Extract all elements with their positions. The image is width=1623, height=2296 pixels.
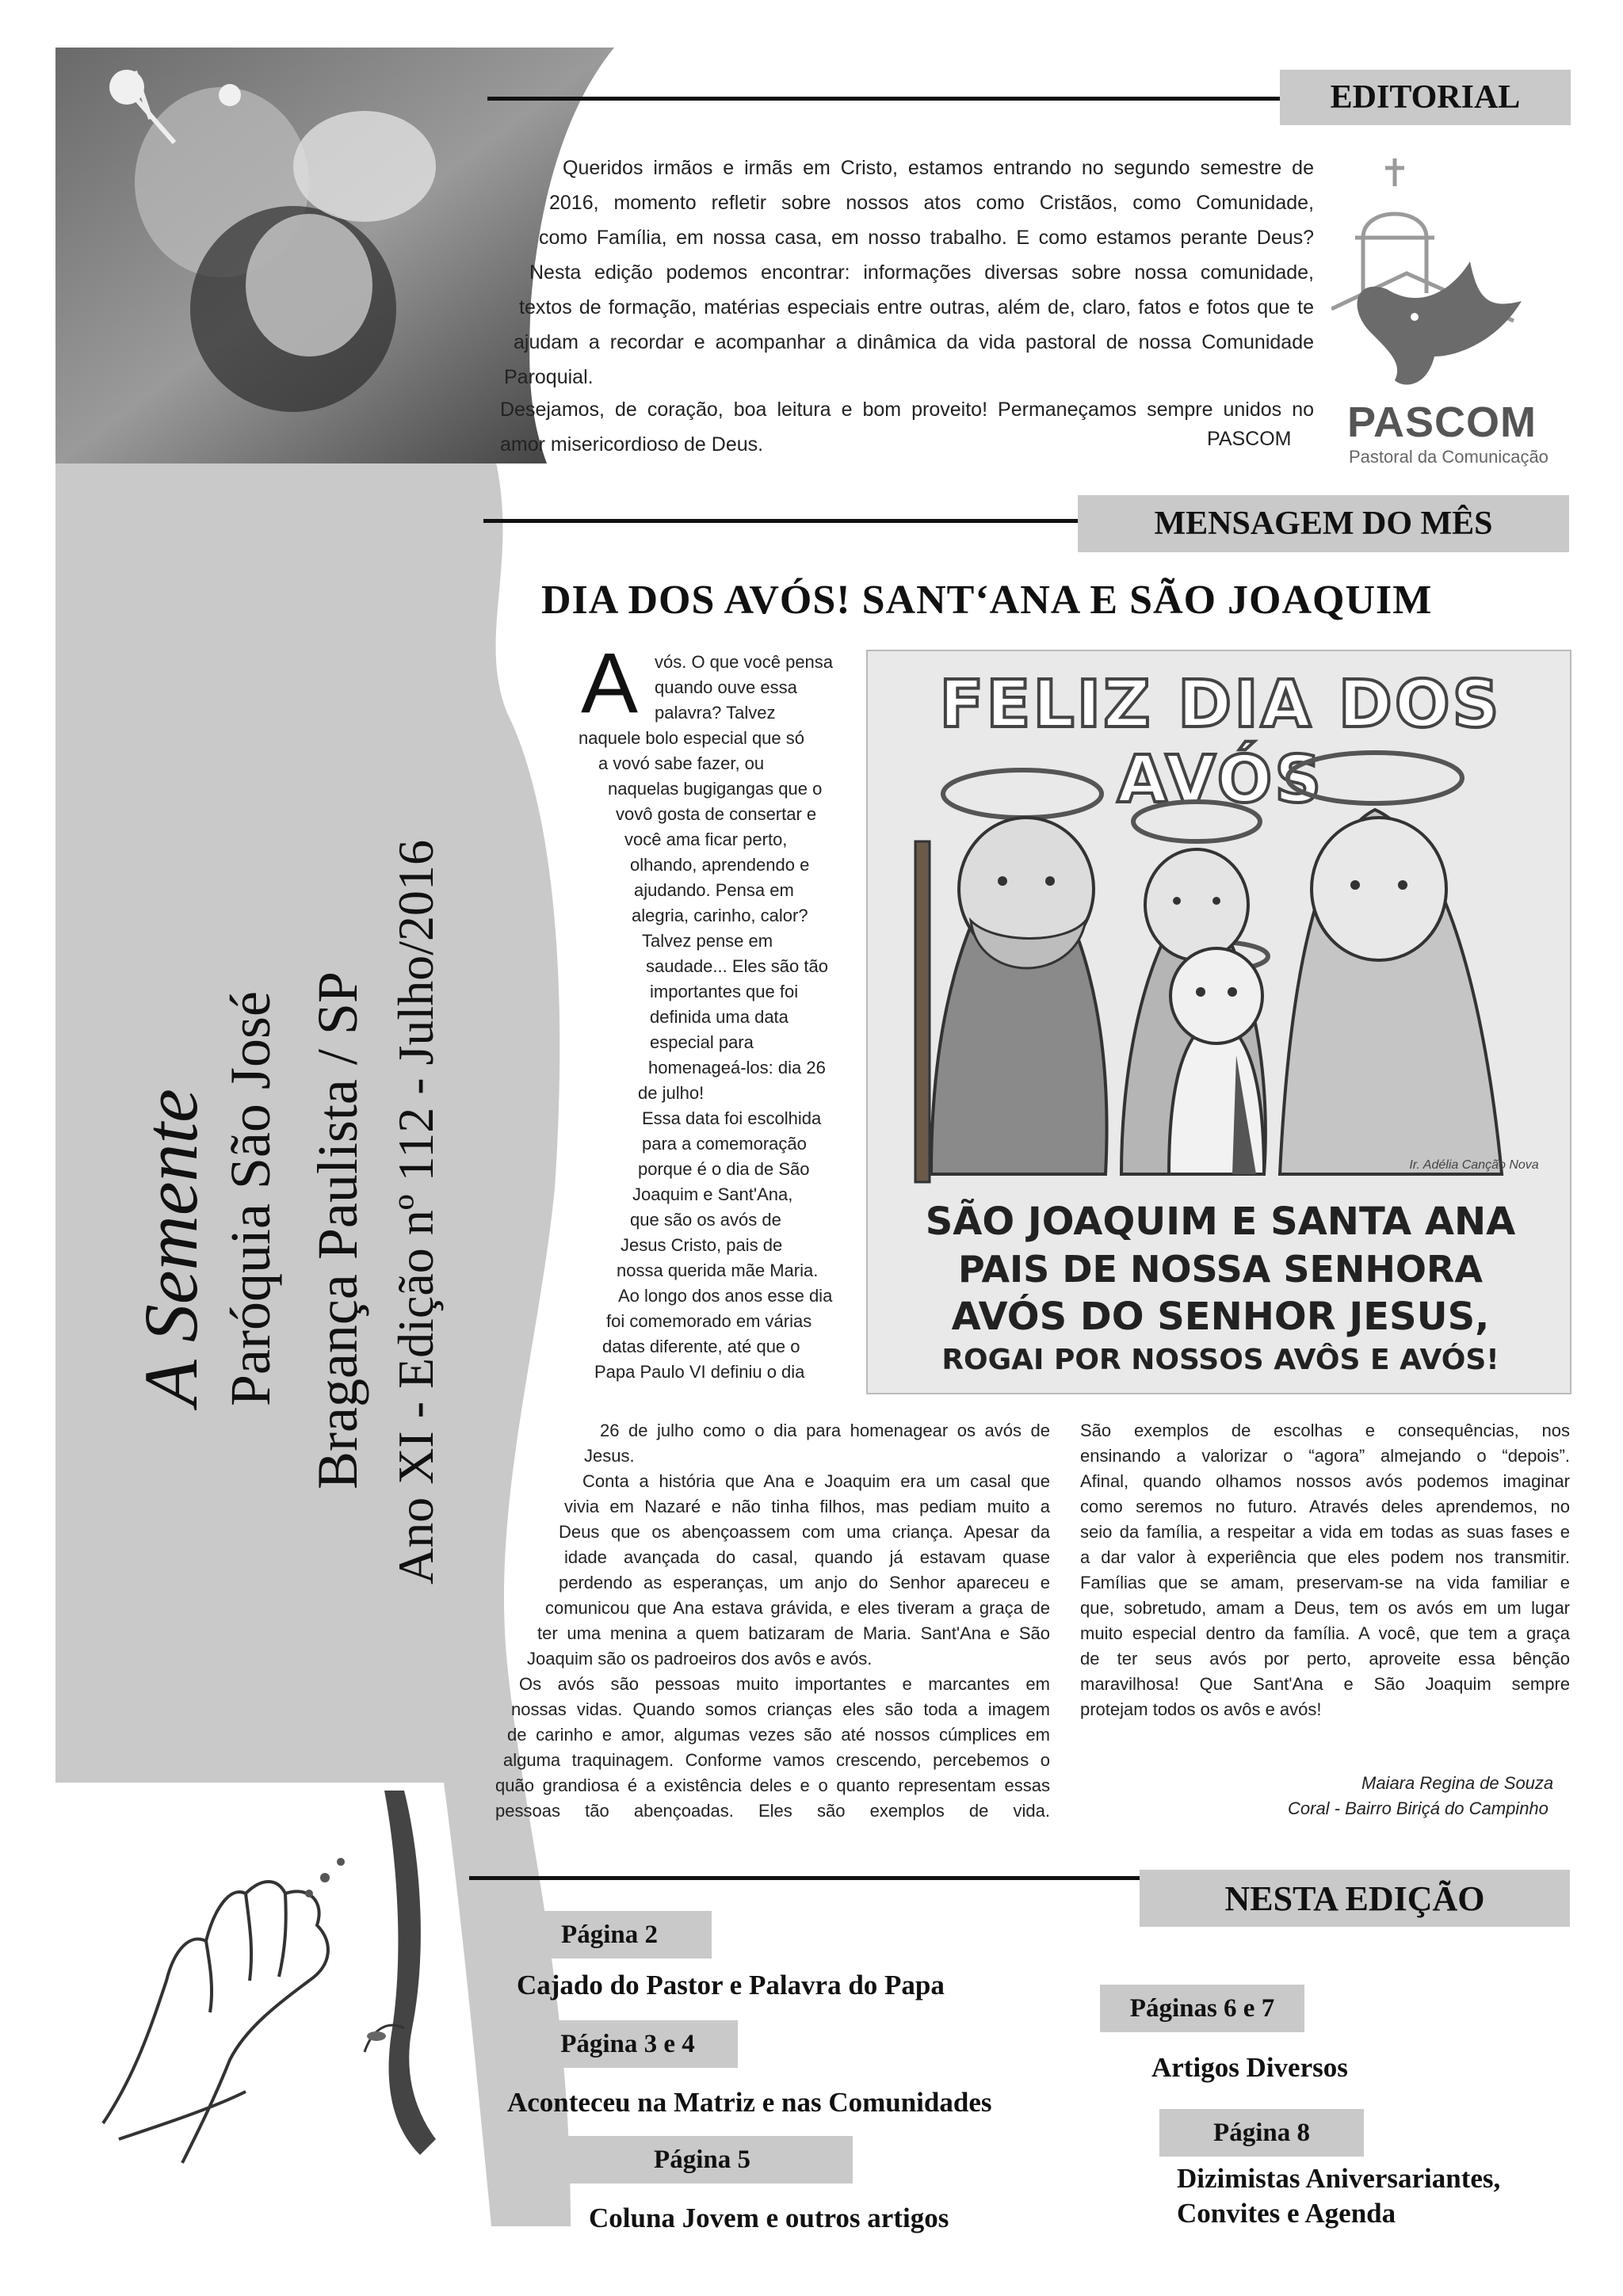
article-line: Papa Paulo VI definiu o dia (594, 1362, 805, 1382)
article-line: protejam todos os avôs e avós! (1080, 1699, 1322, 1719)
article-line: porque é o dia de São (638, 1159, 810, 1179)
article-line: Conta a história que Ana e Joaquim era um casal que (582, 1471, 1050, 1491)
article-line: de julho! (638, 1083, 705, 1103)
article-line: palavra? Talvez (655, 703, 776, 723)
editorial-rule (487, 97, 1280, 101)
masthead-edition: Ano XI - Edição nº 112 - Julho/2016 (388, 840, 444, 1585)
illustration-caption (884, 1198, 1557, 1380)
page-tab-6-7: Páginas 6 e 7 (1100, 1985, 1304, 2032)
article-line: saudade... Eles são tão (646, 956, 828, 976)
article-line: Joaquim e Sant'Ana, (632, 1184, 793, 1204)
article-line: quando ouve essa (655, 677, 797, 697)
article-author: Maiara Regina de Souza (1361, 1773, 1554, 1793)
article-line: que são os avós de (630, 1210, 781, 1230)
article-line: Deus que os abençoassem com uma criança. Apesar da (559, 1522, 1050, 1542)
article-line: você ama ficar perto, (624, 830, 788, 849)
page-tab-3-4: Página 3 e 4 (517, 2020, 738, 2068)
page-desc-8-line-1: Dizimistas Aniversariantes, (1177, 2163, 1501, 2194)
article-line: para a comemoração (642, 1134, 807, 1154)
illustration-top-text: FELIZ DIA DOS AVÓS (939, 667, 1502, 818)
article-line: ensinando a valorizar o “agora” almejando o “depois”. (1080, 1446, 1570, 1466)
article-line: vós. O que você pensa (655, 652, 834, 672)
editorial-tab: EDITORIAL (1280, 70, 1571, 125)
page-tab-8: Página 8 (1159, 2109, 1364, 2157)
article-line: alguma traquinagem. Conforme vamos crescendo, percebemos o (503, 1750, 1050, 1770)
pascom-logo-icon (1331, 151, 1569, 412)
article-line: Famílias que se amam, preservam-se na vida familiar e (1080, 1573, 1570, 1592)
page-tab-5: Página 5 (552, 2136, 853, 2183)
editorial-line: Queridos irmãos e irmãs em Cristo, estamos entrando no segundo semestre de (563, 157, 1314, 179)
page-desc-5: Coluna Jovem e outros artigos (589, 2203, 949, 2233)
article-line: foi comemorado em várias (606, 1311, 812, 1331)
caption-line-3: AVÓS DO SENHOR JESUS, (951, 1295, 1490, 1339)
saints-figures-image (884, 746, 1557, 1190)
article-line: ajudando. Pensa em (634, 880, 794, 900)
article-line: vivia em Nazaré e não tinha filhos, mas pediam muito a (564, 1497, 1050, 1516)
editorial-line: ajudam a recordar e acompanhar a dinâmica da vida pastoral de nossa Comunidade (514, 331, 1314, 353)
article-line: alegria, carinho, calor? (632, 906, 808, 925)
mensagem-tab: MENSAGEM DO MÊS (1078, 495, 1569, 552)
article-line: perdendo as esperanças, um anjo do Senhor apareceu e (559, 1573, 1050, 1592)
page-desc-8-line-2: Convites e Agenda (1177, 2198, 1396, 2229)
article-line: a vovó sabe fazer, ou (598, 753, 765, 773)
article-line: 26 de julho como o dia para homenagear os avós de (600, 1421, 1050, 1440)
article-line: ter uma menina a quem batizaram de Maria. Sant'Ana e São (537, 1623, 1050, 1643)
article-line: definida uma data (650, 1007, 789, 1027)
page-desc-3-4: Aconteceu na Matriz e nas Comunidades (507, 2087, 992, 2118)
article-line: Ao longo dos anos esse dia (618, 1286, 833, 1306)
article-line: olhando, aprendendo e (630, 855, 810, 875)
caption-line-1: SÃO JOAQUIM E SANTA ANA (925, 1199, 1516, 1244)
sowing-hand-illustration (71, 1791, 468, 2171)
article-line: nossas vidas. Quando somos crianças eles são toda a imagem (511, 1699, 1050, 1719)
illustration-signature: Ir. Adélia Canção Nova (1409, 1158, 1539, 1172)
article-line: muito especial dentro da família. A você, que tem a graça (1080, 1623, 1570, 1643)
article-line: Essa data foi escolhida (642, 1108, 822, 1128)
article-headline: DIA DOS AVÓS! SANT‘ANA E SÃO JOAQUIM (541, 578, 1433, 623)
article-line: que, sobretudo, amam a Deus, tem os avós em um lugar (1080, 1598, 1570, 1618)
nesta-edicao-rule (469, 1876, 1140, 1880)
nesta-edicao-tab: NESTA EDIÇÃO (1140, 1870, 1570, 1927)
article-line: Afinal, quando olhamos nossos avós podemos imaginar (1080, 1471, 1570, 1491)
editorial-line: como Família, em nossa casa, em nosso trabalho. E como estamos perante Deus? (539, 227, 1314, 249)
pascom-logo-subtitle: Pastoral da Comunicação (1349, 447, 1549, 467)
article-line: como seremos no futuro. Através deles aprendemos, no (1080, 1497, 1570, 1516)
caption-line-2: PAIS DE NOSSA SENHORA (957, 1248, 1484, 1291)
article-author-group: Coral - Bairro Biriçá do Campinho (1288, 1798, 1549, 1818)
editorial-line: Paroquial. (504, 366, 594, 388)
masthead-parish: Paróquia São José (219, 991, 282, 1406)
caption-line-4: ROGAI POR NOSSOS AVÔS E AVÓS! (941, 1344, 1499, 1376)
editorial-signature: PASCOM (1207, 428, 1292, 450)
editorial-line: Nesta edição podemos encontrar: informações diversas sobre nossa comunidade, (529, 261, 1314, 284)
article-dropcap: A (581, 635, 639, 730)
article-line: de carinho e amor, algumas vezes são até nossos cúmplices em (507, 1725, 1050, 1745)
mensagem-rule (483, 519, 1078, 523)
article-line: datas diferente, até que o (602, 1337, 800, 1356)
article-line: São exemplos de escolhas e consequências, nos (1080, 1421, 1570, 1440)
page-desc-6-7: Artigos Diversos (1151, 2052, 1348, 2083)
editorial-line: Desejamos, de coração, boa leitura e bom proveito! Permaneçamos sempre unidos no (500, 399, 1314, 421)
article-line: vovô gosta de consertar e (616, 804, 817, 824)
article-line: Jesus Cristo, pais de (621, 1235, 783, 1255)
grandparents-illustration (866, 650, 1571, 1394)
masthead-city: Bragança Paulista / SP (306, 971, 369, 1489)
article-line: de ter seus avós por perto, aproveite essa bênção (1080, 1649, 1570, 1669)
article-line: quão grandiosa é a existência deles e o quanto representam essas (495, 1775, 1050, 1795)
article-line: comunicou que Ana estava grávida, e eles tiveram a graça de (545, 1598, 1050, 1618)
article-line: Talvez pense em (642, 931, 773, 951)
editorial-line: textos de formação, matérias especiais entre outras, além de, claro, fatos e fotos que te (519, 296, 1314, 318)
article-line: pessoas tão abençoadas. Eles são exemplos de vida. (495, 1801, 1050, 1821)
editorial-line: 2016, momento refletir sobre nossos atos como Cristãos, como Comunidade, (549, 192, 1314, 214)
article-line: importantes que foi (650, 982, 799, 1001)
article-line: naquele bolo especial que só (579, 728, 805, 748)
article-line: naquelas bugigangas que o (608, 779, 823, 799)
article-line: nossa querida mãe Maria. (617, 1261, 819, 1280)
pascom-logo-name: PASCOM (1347, 399, 1537, 446)
page-tab-2: Página 2 (507, 1911, 712, 1958)
article-line: idade avançada do casal, quando já estavam quase (564, 1547, 1050, 1567)
masthead-title: A Semente (128, 1089, 213, 1406)
article-line: a dar valor à experiência que eles podem nos transmitir. (1080, 1547, 1570, 1567)
article-line: Jesus. (584, 1446, 635, 1466)
article-line: homenageá-los: dia 26 (648, 1058, 826, 1077)
article-line: especial para (650, 1032, 754, 1052)
editorial-line: amor misericordioso de Deus. (500, 433, 764, 456)
article-line: Joaquim são os padroeiros dos avôs e avós. (527, 1649, 873, 1669)
article-line: maravilhosa! Que Sant'Ana e São Joaquim sempre (1080, 1674, 1570, 1694)
page-desc-2: Cajado do Pastor e Palavra do Papa (517, 1970, 945, 2000)
article-line: seio da família, a respeitar a vida em todas as suas fases e (1080, 1522, 1570, 1542)
article-line: Os avós são pessoas muito importantes e marcantes em (519, 1674, 1050, 1694)
